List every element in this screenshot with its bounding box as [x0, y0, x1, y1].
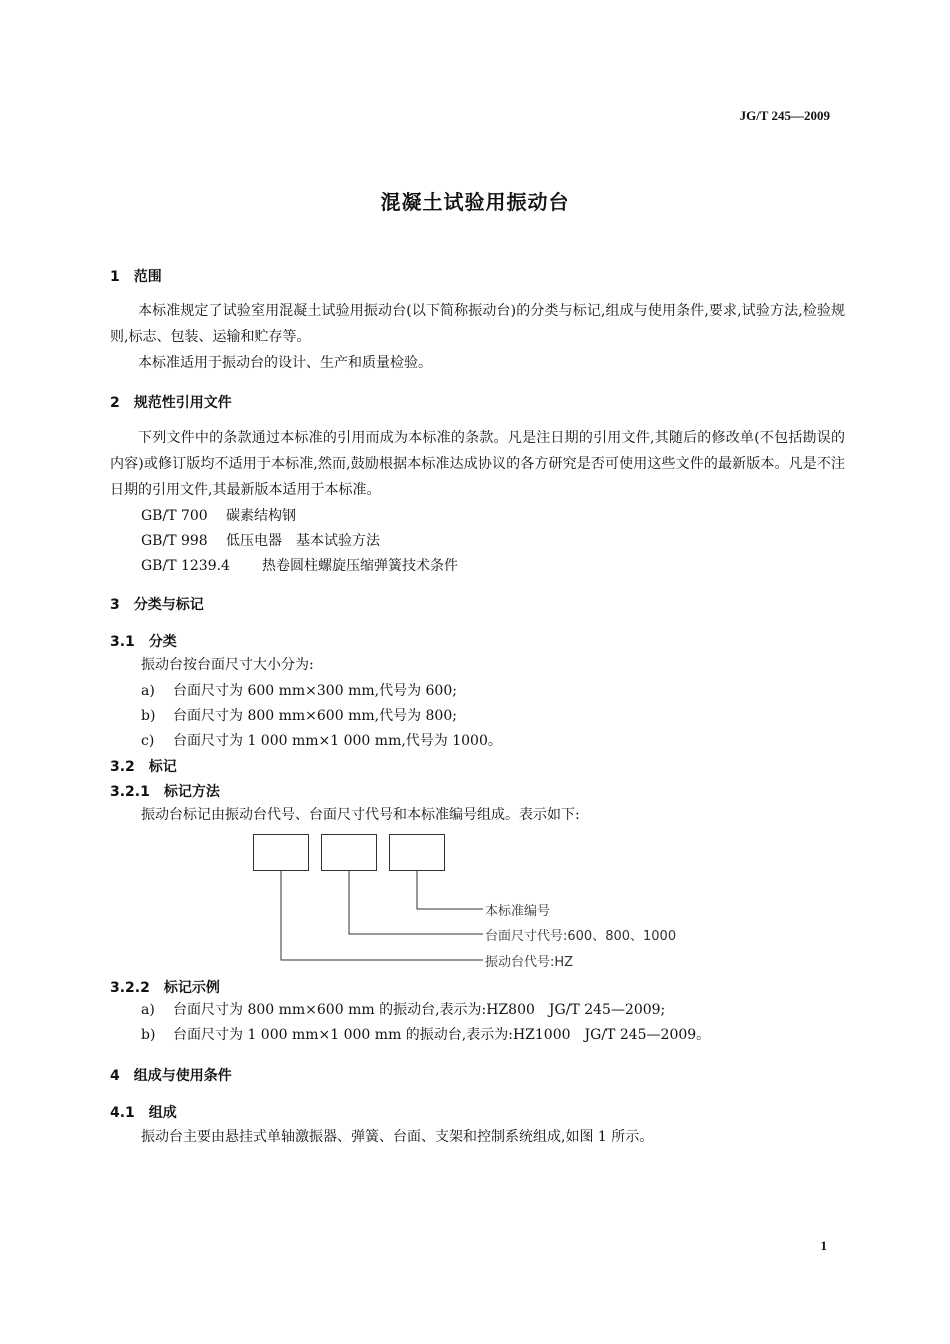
section-1-heading: 1 范围	[110, 269, 162, 285]
section-4-1-text: 振动台主要由悬挂式单轴激振器、弹簧、台面、支架和控制系统组成,如图 1 所示。	[141, 1129, 654, 1145]
section-3-2-1-heading: 3.2.1 标记方法	[110, 784, 220, 800]
section-3-heading: 3 分类与标记	[110, 597, 204, 613]
reference-code: GB/T 700	[141, 508, 208, 524]
diagram-box-model-code	[254, 835, 309, 871]
section-3-2-2-heading: 3.2.2 标记示例	[110, 980, 220, 996]
reference-name: 低压电器 基本试验方法	[226, 533, 380, 549]
diagram-leader-line	[417, 871, 483, 909]
document-number: JG/T 245—2009	[739, 108, 830, 123]
reference-code: GB/T 1239.4	[141, 558, 230, 574]
diagram-label-standard-number: 本标准编号	[485, 904, 551, 919]
list-item-text: 台面尺寸为 800 mm×600 mm,代号为 800;	[173, 708, 457, 724]
diagram-box-standard-number	[390, 835, 445, 871]
diagram-label-size-code: 台面尺寸代号:600、800、1000	[485, 929, 677, 944]
list-marker: b)	[141, 708, 156, 724]
list-marker: a)	[141, 683, 155, 699]
list-marker: a)	[141, 1002, 155, 1018]
diagram-box-size-code	[322, 835, 377, 871]
list-item-text: 台面尺寸为 1 000 mm×1 000 mm,代号为 1000。	[173, 733, 502, 749]
list-item-text: 台面尺寸为 1 000 mm×1 000 mm 的振动台,表示为:HZ1000 JG/T 245—2009。	[173, 1027, 711, 1043]
reference-name: 热卷圆柱螺旋压缩弹簧技术条件	[262, 558, 458, 574]
page-number: 1	[820, 1238, 827, 1253]
document-title: 混凝土试验用振动台	[380, 190, 570, 214]
section-3-1-heading: 3.1 分类	[110, 634, 177, 650]
diagram-leader-line	[281, 871, 483, 960]
reference-code: GB/T 998	[141, 533, 208, 549]
section-1-paragraph-1: 本标准规定了试验室用混凝土试验用振动台(以下简称振动台)的分类与标记,组成与使用条件,要求,试验方法,检验规则,标志、包装、运输和贮存等。	[110, 303, 845, 345]
reference-name: 碳素结构钢	[226, 508, 296, 524]
section-3-1-intro: 振动台按台面尺寸大小分为:	[141, 657, 314, 673]
section-2-paragraph: 下列文件中的条款通过本标准的引用而成为本标准的条款。凡是注日期的引用文件,其随后的修改单(不包括勘误的内容)或修订版均不适用于本标准,然而,鼓励根据本标准达成协议的各方研究是否可使用这些文件的最新版本。凡是不注日期的引用文件,其最新版本适用于本标准。	[110, 430, 845, 498]
section-4-heading: 4 组成与使用条件	[110, 1068, 232, 1084]
diagram-leader-line	[349, 871, 483, 934]
section-3-2-1-intro: 振动台标记由振动台代号、台面尺寸代号和本标准编号组成。表示如下:	[141, 807, 580, 823]
list-marker: b)	[141, 1027, 156, 1043]
section-2-heading: 2 规范性引用文件	[110, 395, 232, 411]
list-item-text: 台面尺寸为 600 mm×300 mm,代号为 600;	[173, 683, 457, 699]
list-item-text: 台面尺寸为 800 mm×600 mm 的振动台,表示为:HZ800 JG/T 245—2009;	[173, 1002, 666, 1018]
list-marker: c)	[141, 733, 155, 749]
section-4-1-heading: 4.1 组成	[110, 1105, 177, 1121]
section-3-2-heading: 3.2 标记	[110, 759, 177, 775]
diagram-label-model-code: 振动台代号:HZ	[485, 955, 574, 970]
section-1-paragraph-2: 本标准适用于振动台的设计、生产和质量检验。	[138, 355, 432, 371]
